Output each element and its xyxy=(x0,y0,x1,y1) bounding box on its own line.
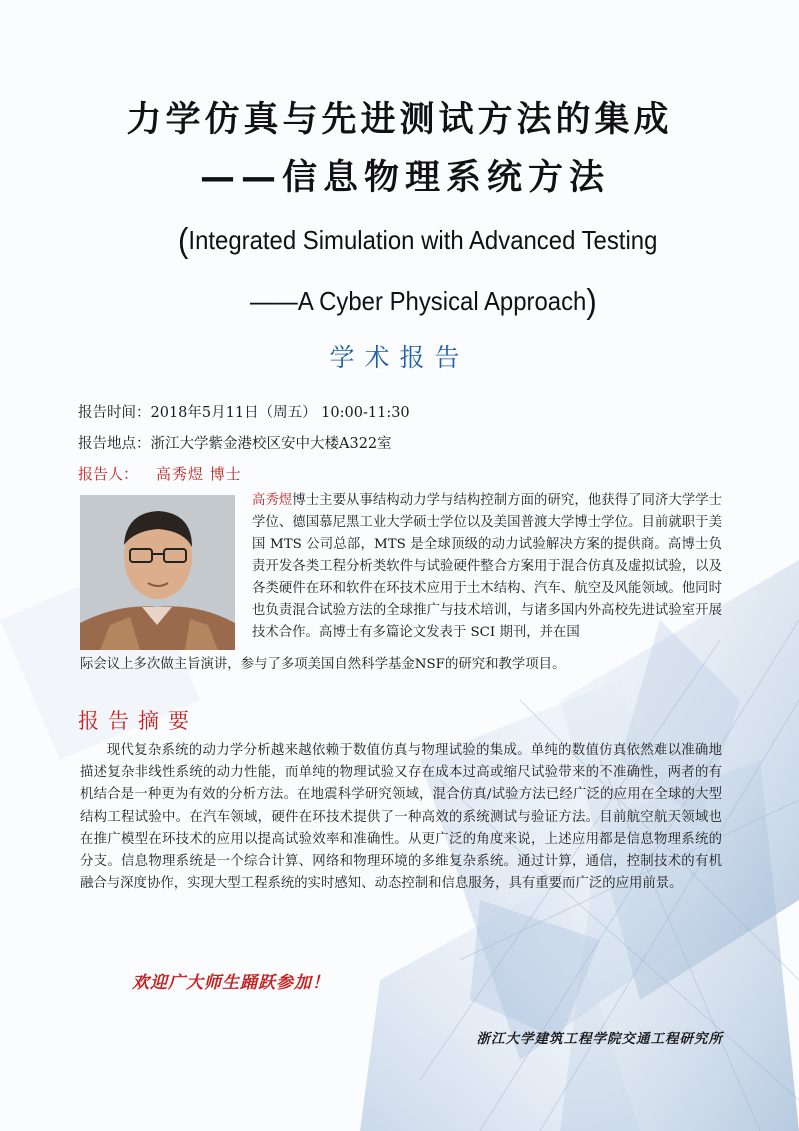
speaker-bio xyxy=(252,490,722,644)
abstract-body: 现代复杂系统的动力学分析越来越依赖于数值仿真与物理试验的集成。单纯的数值仿真依然难以准确地描述复杂非线性系统的动力性能，而单纯的物理试验又存在成本过高或缩尺试验带来的不准确性，两者的有机结合是一种更为有效的分析方法。在地震科学研究领域，混合仿真/试验方法已经广泛的应用在全球的大型结构工程试验中。在汽车领域，硬件在环技术提供了一种高效的系统测试与验证方法。目前航空航天领域也在推广模型在环技术的应用以提高试验效率和准确性。从更广泛的角度来说，上述应用都是信息物理系统的分支。信息物理系统是一个综合计算、网络和物理环境的多维复杂系统。通过计算，通信，控制技术的有机融合与深度协作，实现大型工程系统的实时感知、动态控制和信息服务，具有重要而广泛的应用前景。 xyxy=(80,743,722,892)
report-subtitle: 学术报告 xyxy=(329,343,470,372)
english-title-line-1 xyxy=(178,222,657,261)
speaker-bio-tail: 际会议上多次做主旨演讲，参与了多项美国自然科学基金NSF的研究和教学项目。 xyxy=(80,657,566,672)
abstract-heading: 报告摘要 xyxy=(78,709,198,733)
organizer-name: 浙江大学建筑工程学院交通工程研究所 xyxy=(476,1031,723,1047)
english-title-text-1: Integrated Simulation with Advanced Testing xyxy=(188,225,658,255)
speaker-photo xyxy=(80,495,235,650)
speaker-name: 高秀煜 博士 xyxy=(156,465,242,483)
close-paren: ) xyxy=(586,283,597,321)
english-dash: —— xyxy=(250,286,298,316)
speaker-line xyxy=(78,463,242,484)
english-title-text-2: A Cyber Physical Approach xyxy=(297,286,587,316)
english-title-line-2 xyxy=(250,283,597,322)
report-place: 报告地点：浙江大学紫金港校区安中大楼A322室 xyxy=(78,436,392,452)
open-paren: ( xyxy=(178,222,189,260)
welcome-text: 欢迎广大师生踊跃参加！ xyxy=(132,973,330,993)
bio-name: 高秀煜 xyxy=(252,493,293,508)
bio-text: 博士主要从事结构动力学与结构控制方面的研究，他获得了同济大学学士学位、德国慕尼黑工业大学硕士学位以及美国普渡大学博士学位。目前就职于美国 MTS 公司总部，MTS 是全球顶级的动力试验解决方案的提供商。高博士负责开发各类工程分析类软件与试验硬件整合方案用于混合仿真及虚拟试验，以及各类硬件在环和软件在环技术应用于土木结构、汽车、航空及风能领域。他同时也负责混合试验方法的全球推广与技术培训，与诸多国内外高校先进试验室开展技术合作。高博士有多篇论文发表于 SCI 期刊，并在国 xyxy=(252,493,723,640)
title-line-1: 力学仿真与先进测试方法的集成 xyxy=(126,100,673,140)
speaker-label: 报告人： xyxy=(78,465,139,483)
speaker-portrait-icon xyxy=(80,495,235,650)
title-line-2: ——信息物理系统方法 xyxy=(200,158,611,198)
report-time: 报告时间：2018年5月11日（周五） 10:00-11:30 xyxy=(78,405,410,421)
